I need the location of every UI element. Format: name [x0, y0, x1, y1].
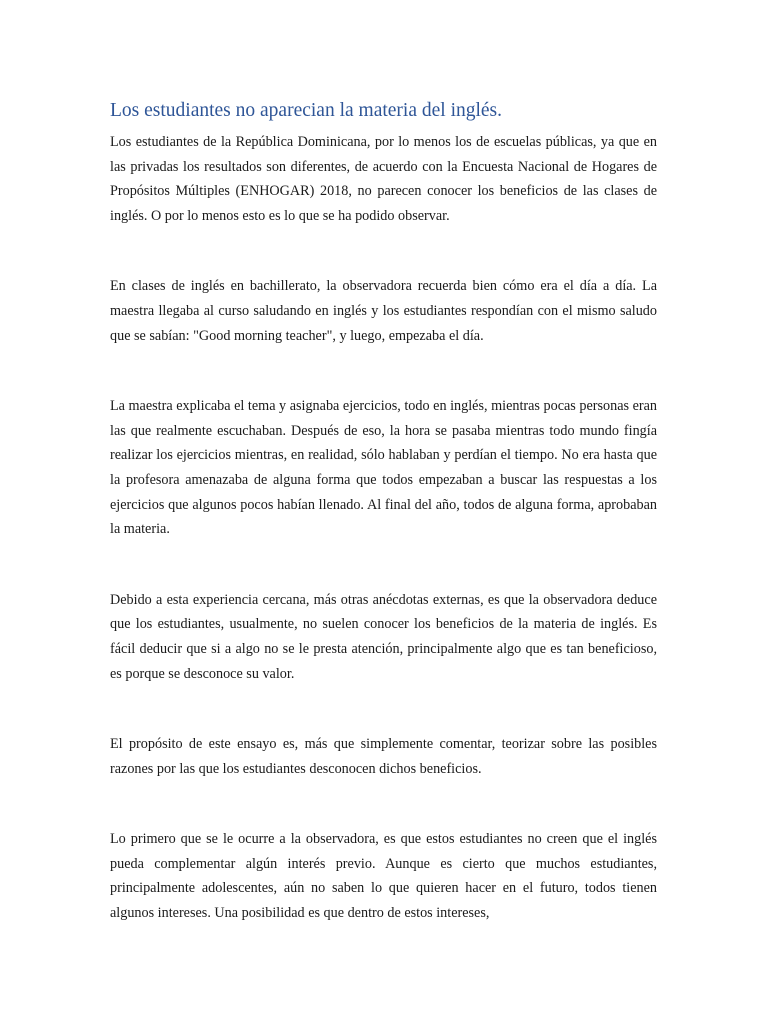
paragraph-6: Lo primero que se le ocurre a la observadora, es que estos estudiantes no creen que el inglés pueda complementar algún interés previo. Aunque es cierto que muchos estudiantes, principalmente adolescentes, aún no saben lo que quieren hacer en el futuro, todos tienen algunos intereses. Una posibilidad es que dentro de estos intereses,: [110, 831, 657, 922]
paragraph-1: Los estudiantes de la República Dominicana, por lo menos los de escuelas públicas, ya que en las privadas los resultados son diferentes, de acuerdo con la Encuesta Nacional de Hogares de Propósitos Múltiples (ENHOGAR) 2018, no parecen conocer los beneficios de las clases de inglés. O por lo menos esto es lo que se ha podido observar.: [110, 134, 657, 224]
paragraph-4: Debido a esta experiencia cercana, más otras anécdotas externas, es que la observadora deduce que los estudiantes, usualmente, no suelen conocer los beneficios de la materia de inglés. Es fácil deducir que si a algo no se le presta atención, principalmente algo que es tan beneficioso, es porque se desconoce su valor.: [110, 591, 657, 682]
document-page: [110, 98, 657, 972]
paragraph-2: En clases de inglés en bachillerato, la observadora recuerda bien cómo era el día a día. La maestra llegaba al curso saludando en inglés y los estudiantes respondían con el mismo saludo que se sabían: "Good morning teacher", y luego, empezaba el día.: [110, 278, 657, 344]
paragraph-5: El propósito de este ensayo es, más que simplemente comentar, teorizar sobre las posibles razones por las que los estudiantes desconocen dichos beneficios.: [110, 736, 657, 777]
document-title: Los estudiantes no aparecian la materia del inglés.: [110, 100, 503, 121]
paragraph-3: La maestra explicaba el tema y asignaba ejercicios, todo en inglés, mientras pocas personas eran las que realmente escuchaban. Después de eso, la hora se pasaba mientras todo mundo fingía realizar los ejercicios mientras, en realidad, sólo hablaban y perdían el tiempo. No era hasta que la profesora amenazaba de alguna forma que todos empezaban a buscar las respuestas a los ejercicios que algunos pocos habían llenado. Al final del año, todos de alguna forma, aprobaban la materia.: [110, 398, 657, 538]
